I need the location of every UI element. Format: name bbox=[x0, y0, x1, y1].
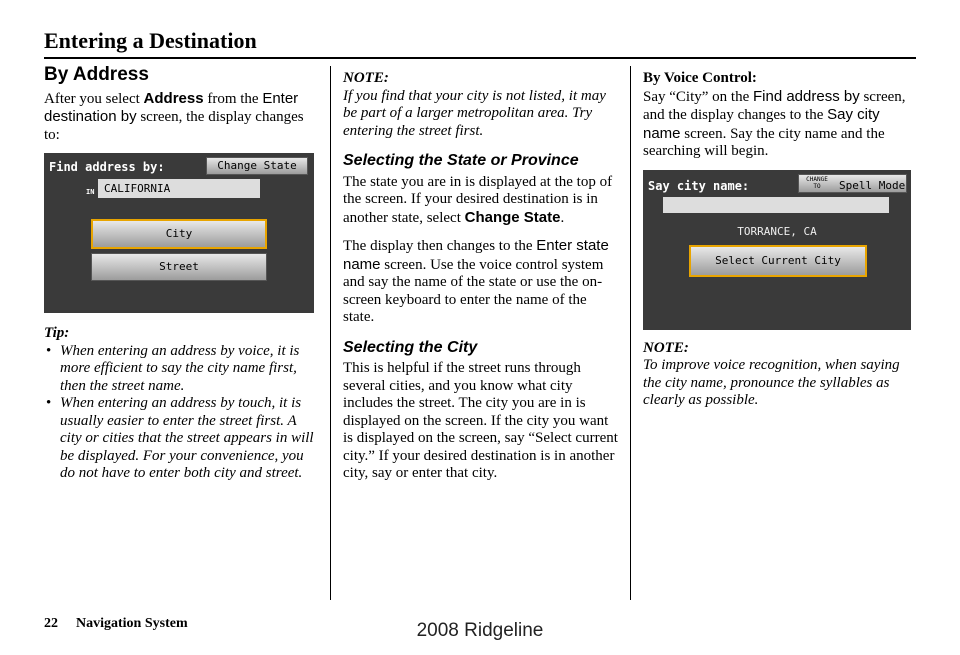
voice-text-mid: screen, and the display changes to the bbox=[643, 88, 906, 123]
tip-item: • When entering an address by touch, it is usually easier to enter the street first. A city or cities that the street appears in will be displayed. For your convenience, you do not have to enter both city and street. bbox=[44, 395, 320, 483]
intro-paragraph bbox=[44, 90, 320, 145]
change-state-button[interactable]: Change State bbox=[206, 157, 308, 175]
screen-title: Find address by: bbox=[49, 160, 165, 174]
note-label: NOTE: bbox=[343, 70, 389, 86]
select-current-city-button[interactable]: Select Current City bbox=[689, 245, 867, 277]
column-1 bbox=[44, 66, 320, 483]
enter-state-name-term: Enter state name bbox=[343, 237, 609, 273]
intro-text-mid: from the bbox=[203, 90, 263, 107]
change-to-label: CHANGE TO bbox=[806, 175, 828, 190]
section-heading-by-address: By Address bbox=[44, 64, 149, 85]
city-name-field[interactable] bbox=[663, 197, 889, 213]
tips-list bbox=[44, 343, 320, 483]
intro-enter-destination-term: Enter destination by bbox=[44, 89, 299, 125]
page-header-title: Entering a Destination bbox=[44, 28, 257, 53]
footer-title: Navigation System bbox=[76, 616, 188, 631]
state-text: The state you are in is displayed at the top of the screen. If your desired destination is in another state, select bbox=[343, 173, 613, 226]
note-text: To improve voice recognition, when saying the city name, pronounce the syllables as clearly as possible. bbox=[643, 357, 900, 408]
column-divider-2 bbox=[630, 66, 631, 600]
street-button[interactable]: Street bbox=[91, 253, 267, 281]
find-address-by-term: Find address by bbox=[752, 87, 860, 105]
spell-mode-button[interactable] bbox=[798, 174, 907, 193]
state-paragraph-1 bbox=[343, 174, 618, 228]
column-divider-1 bbox=[330, 66, 331, 600]
intro-address-term: Address bbox=[143, 89, 204, 107]
intro-text-post: screen, the display changes to: bbox=[44, 109, 304, 143]
subheading-state-province: Selecting the State or Province bbox=[343, 152, 579, 169]
state-text-2-end: screen. Use the voice control system and say the name of the state or use the on-screen keyboard to enter the name of the state. bbox=[343, 256, 604, 325]
voice-paragraph bbox=[643, 88, 918, 161]
state-text-end: . bbox=[560, 209, 565, 226]
screen-title: Say city name: bbox=[648, 178, 750, 193]
column-3 bbox=[643, 66, 918, 410]
say-city-name-term: Say city name bbox=[643, 106, 880, 142]
header-rule bbox=[44, 57, 916, 59]
page-number: 22 bbox=[44, 616, 58, 631]
city-paragraph: This is helpful if the street runs through several cities, and you know what city includes the street. The city you are in is displayed on the screen. If the city you want is displayed on the screen, say “Select current city.” If your desired destination is in another city, say or enter that city. bbox=[343, 360, 618, 481]
say-city-name-screen bbox=[643, 170, 911, 330]
note-text: If you find that your city is not listed, it may be part of a larger metropolitan area. Try entering the street first. bbox=[343, 87, 606, 139]
voice-text-end: screen. Say the city name and the searching will begin. bbox=[643, 125, 885, 159]
column-2 bbox=[343, 66, 618, 483]
change-state-term: Change State bbox=[464, 208, 561, 226]
city-button[interactable]: City bbox=[91, 219, 267, 249]
watermark: 2008 Ridgeline bbox=[416, 620, 544, 641]
current-city-text: TORRANCE, CA bbox=[737, 224, 817, 238]
spell-mode-label: Spell Mode bbox=[839, 178, 906, 192]
state-text-2: The display then changes to the bbox=[343, 238, 537, 254]
intro-text: After you select bbox=[44, 90, 144, 107]
tip-label: Tip: bbox=[44, 325, 70, 341]
tip-item: • When entering an address by voice, it is more efficient to say the city name first, then the street name. bbox=[44, 343, 320, 396]
voice-text: Say “City” on the bbox=[643, 88, 753, 105]
state-field[interactable]: CALIFORNIA bbox=[98, 179, 260, 198]
subheading-city: Selecting the City bbox=[343, 338, 478, 356]
find-address-screen bbox=[44, 153, 314, 313]
voice-control-heading: By Voice Control: bbox=[643, 70, 757, 86]
note-label: NOTE: bbox=[643, 339, 689, 356]
state-paragraph-2 bbox=[343, 237, 618, 327]
state-label: IN bbox=[86, 188, 95, 196]
